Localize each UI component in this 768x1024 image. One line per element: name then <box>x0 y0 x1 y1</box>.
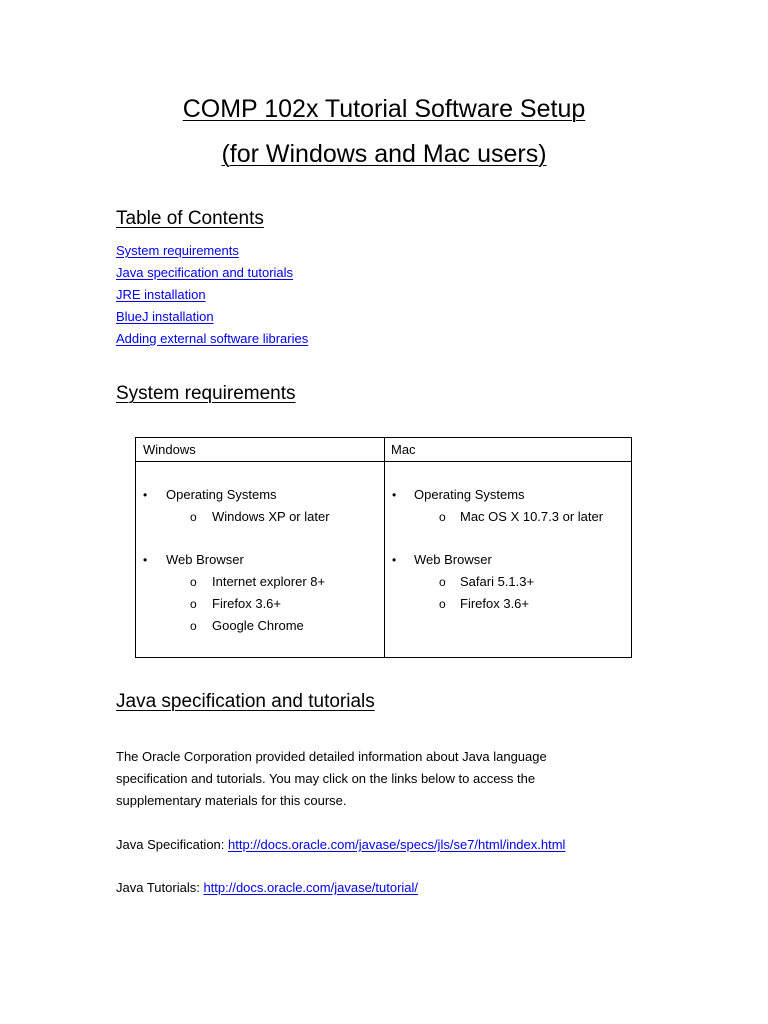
java-specification-link[interactable]: http://docs.oracle.com/javase/specs/jls/se7/html/index.html <box>228 837 566 852</box>
sub-bullet-icon: o <box>439 510 446 524</box>
document-title-line-2: (for Windows and Mac users) <box>221 140 547 168</box>
sub-bullet-icon: o <box>439 575 446 589</box>
sub-bullet-icon: o <box>439 597 446 611</box>
sub-bullet-icon: o <box>190 510 197 524</box>
java-section-heading: Java specification and tutorials <box>116 691 375 712</box>
toc-link-bluej-installation[interactable]: BlueJ installation <box>116 309 214 324</box>
java-specification-label: Java Specification: <box>116 837 229 852</box>
windows-browser-label: Web Browser <box>166 552 244 567</box>
bullet-icon: • <box>143 488 148 502</box>
mac-browser-item: Firefox 3.6+ <box>460 596 530 611</box>
windows-browser-item: Internet explorer 8+ <box>212 574 326 589</box>
sub-bullet-icon: o <box>190 619 197 633</box>
toc-link-jre-installation[interactable]: JRE installation <box>116 287 206 302</box>
java-tutorials-link[interactable]: http://docs.oracle.com/javase/tutorial/ <box>203 880 419 895</box>
table-header-mac: Mac <box>391 442 416 457</box>
bullet-icon: • <box>392 488 397 502</box>
windows-browser-item: Google Chrome <box>212 618 304 633</box>
bullet-icon: • <box>392 553 397 567</box>
mac-browser-label: Web Browser <box>414 552 492 567</box>
bullet-icon: • <box>143 553 148 567</box>
document-title-line-1: COMP 102x Tutorial Software Setup <box>182 95 586 123</box>
mac-browser-item: Safari 5.1.3+ <box>460 574 535 589</box>
sub-bullet-icon: o <box>190 597 197 611</box>
system-requirements-heading: System requirements <box>116 383 296 404</box>
java-tutorials-label: Java Tutorials: <box>116 880 204 895</box>
toc-heading: Table of Contents <box>116 208 264 229</box>
requirements-table <box>135 437 632 658</box>
mac-os-item: Mac OS X 10.7.3 or later <box>460 509 604 524</box>
sub-bullet-icon: o <box>190 575 197 589</box>
paragraph-line: The Oracle Corporation provided detailed information about Java language <box>116 749 547 764</box>
paragraph-line: specification and tutorials. You may click on the links below to access the <box>116 771 536 786</box>
windows-os-label: Operating Systems <box>166 487 277 502</box>
java-intro-paragraph <box>116 746 636 812</box>
toc-link-external-libraries[interactable]: Adding external software libraries <box>116 331 309 346</box>
table-header-divider <box>136 461 631 462</box>
toc-link-java-specification[interactable]: Java specification and tutorials <box>116 265 294 280</box>
windows-os-item: Windows XP or later <box>212 509 330 524</box>
paragraph-line: supplementary materials for this course. <box>116 793 347 808</box>
table-header-windows: Windows <box>143 442 196 457</box>
java-specification-line <box>116 837 565 853</box>
windows-browser-item: Firefox 3.6+ <box>212 596 282 611</box>
java-tutorials-line <box>116 880 418 896</box>
toc-link-system-requirements[interactable]: System requirements <box>116 243 239 258</box>
table-column-divider <box>384 438 385 657</box>
mac-os-label: Operating Systems <box>414 487 525 502</box>
